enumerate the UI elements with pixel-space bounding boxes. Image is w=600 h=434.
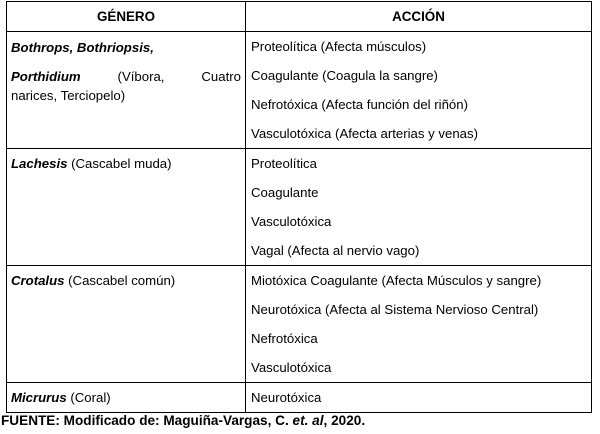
genus-cell <box>7 266 246 383</box>
action-cell <box>246 32 592 149</box>
action-cell <box>246 149 592 266</box>
table-row <box>7 266 592 383</box>
table-row <box>7 383 592 413</box>
action-item: Proteolítica <box>251 156 317 171</box>
common-name: (Coral) <box>66 390 111 405</box>
source-et-al: et. al <box>292 413 324 428</box>
common-name: (Víbora, <box>117 69 165 84</box>
source-suffix: , 2020. <box>323 413 366 428</box>
genus-name: Micrurus <box>11 390 67 405</box>
action-item: Nefrotóxica (Afecta función del riñón) <box>251 97 468 112</box>
action-item: Miotóxica Coagulante (Afecta Músculos y sangre) <box>251 273 542 288</box>
action-item: Proteolítica (Afecta músculos) <box>251 39 427 54</box>
table-header-row <box>7 2 592 32</box>
common-name: narices, Terciopelo) <box>11 88 126 103</box>
genus-cell <box>7 383 246 413</box>
action-item: Vasculotóxica <box>251 360 332 375</box>
action-item: Neurotóxica <box>251 390 322 405</box>
table-row <box>7 32 592 149</box>
action-item: Nefrotóxica <box>251 331 318 346</box>
header-genus: GÉNERO <box>7 2 246 32</box>
action-item: Coagulante <box>251 185 319 200</box>
action-cell <box>246 266 592 383</box>
action-item: Vasculotóxica <box>251 214 332 229</box>
genus-cell <box>7 149 246 266</box>
action-item: Vasculotóxica (Afecta arterias y venas) <box>251 126 478 141</box>
venom-classification-table <box>6 1 592 413</box>
source-prefix: FUENTE: Modificado de: Maguiña-Vargas, C. <box>1 413 293 428</box>
action-item: Coagulante (Coagula la sangre) <box>251 68 438 83</box>
genus-name: Bothrops, Bothriopsis, <box>11 40 154 55</box>
common-name: (Cascabel común) <box>64 273 176 288</box>
genus-name: Porthidium <box>11 69 81 84</box>
action-item: Neurotóxica (Afecta al Sistema Nervioso Central) <box>251 302 539 317</box>
genus-cell <box>7 32 246 149</box>
common-name: (Cascabel muda) <box>67 156 172 171</box>
action-item: Vagal (Afecta al nervio vago) <box>251 243 420 258</box>
source-citation <box>1 413 365 428</box>
genus-name: Lachesis <box>11 156 68 171</box>
common-name: Cuatro <box>201 69 241 84</box>
action-cell <box>246 383 592 413</box>
header-action: ACCIÓN <box>246 2 592 32</box>
table-row <box>7 149 592 266</box>
genus-name: Crotalus <box>11 273 65 288</box>
